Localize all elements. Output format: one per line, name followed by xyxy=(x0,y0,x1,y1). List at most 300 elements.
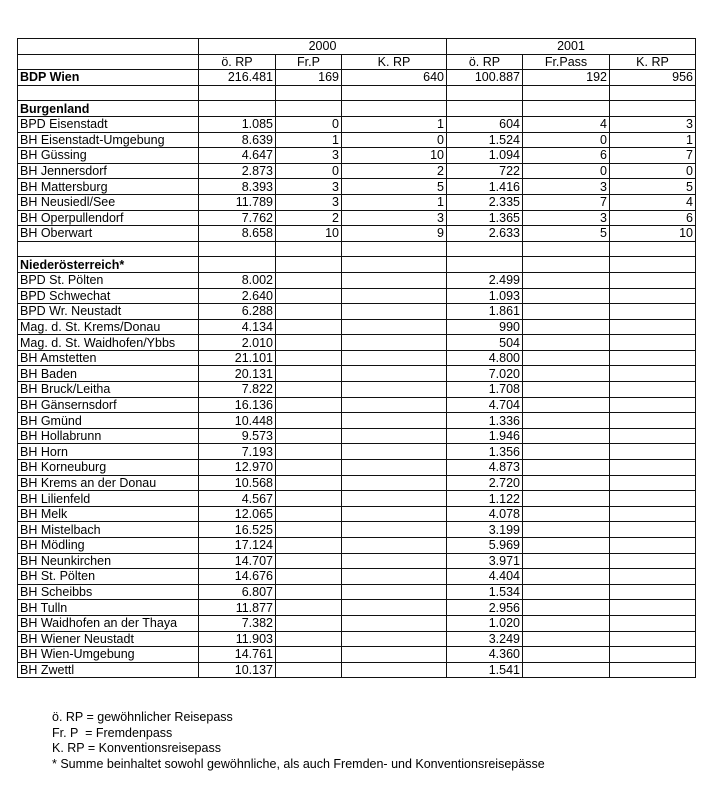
value-cell xyxy=(276,460,342,476)
row-label: BH Gmünd xyxy=(18,413,199,429)
value-cell xyxy=(342,615,447,631)
value-cell: 5 xyxy=(610,179,696,195)
column-header: ö. RP xyxy=(447,54,523,70)
value-cell xyxy=(276,304,342,320)
footnote-k-rp: K. RP = Konventionsreisepass xyxy=(52,741,221,756)
value-cell xyxy=(523,413,610,429)
value-cell xyxy=(276,631,342,647)
row-label: BH Mattersburg xyxy=(18,179,199,195)
value-cell: 2.956 xyxy=(447,600,523,616)
value-cell xyxy=(342,444,447,460)
value-cell: 216.481 xyxy=(199,70,276,86)
table-row xyxy=(18,413,696,429)
value-cell: 4.078 xyxy=(447,506,523,522)
value-cell xyxy=(342,85,447,101)
value-cell xyxy=(610,304,696,320)
table-row xyxy=(18,288,696,304)
footnote-fr-p: Fr. P = Fremdenpass xyxy=(52,725,173,740)
value-cell: 1.416 xyxy=(447,179,523,195)
row-label xyxy=(18,241,199,257)
row-label: BH Oberwart xyxy=(18,226,199,242)
table-row xyxy=(18,132,696,148)
label-header-cell xyxy=(18,54,199,70)
value-cell: 16.525 xyxy=(199,522,276,538)
value-cell: 1.020 xyxy=(447,615,523,631)
value-cell: 6 xyxy=(610,210,696,226)
value-cell: 16.136 xyxy=(199,397,276,413)
value-cell: 4.134 xyxy=(199,319,276,335)
value-cell xyxy=(342,101,447,117)
value-cell xyxy=(523,288,610,304)
value-cell: 7 xyxy=(610,148,696,164)
table-row xyxy=(18,662,696,678)
value-cell xyxy=(610,350,696,366)
row-label: Mag. d. St. Krems/Donau xyxy=(18,319,199,335)
value-cell: 5 xyxy=(342,179,447,195)
value-cell xyxy=(276,475,342,491)
section-header-row xyxy=(18,257,696,273)
value-cell xyxy=(276,428,342,444)
value-cell xyxy=(342,460,447,476)
value-cell xyxy=(276,350,342,366)
row-label: BDP Wien xyxy=(18,70,199,86)
value-cell xyxy=(523,615,610,631)
row-label: BH Melk xyxy=(18,506,199,522)
value-cell xyxy=(199,85,276,101)
year-header-2001: 2001 xyxy=(447,39,696,55)
value-cell: 1.541 xyxy=(447,662,523,678)
value-cell: 1.946 xyxy=(447,428,523,444)
table-row xyxy=(18,366,696,382)
value-cell xyxy=(523,647,610,663)
value-cell: 14.761 xyxy=(199,647,276,663)
value-cell xyxy=(276,569,342,585)
row-label: BH Jennersdorf xyxy=(18,163,199,179)
value-cell xyxy=(342,382,447,398)
row-label: BH Gänsernsdorf xyxy=(18,397,199,413)
value-cell: 11.789 xyxy=(199,194,276,210)
table-row xyxy=(18,319,696,335)
row-label: BPD Wr. Neustadt xyxy=(18,304,199,320)
value-cell xyxy=(610,444,696,460)
row-label: BH Scheibbs xyxy=(18,584,199,600)
value-cell xyxy=(447,101,523,117)
value-cell: 5 xyxy=(523,226,610,242)
value-cell: 1.365 xyxy=(447,210,523,226)
value-cell: 1.122 xyxy=(447,491,523,507)
value-cell xyxy=(523,101,610,117)
value-cell: 1.093 xyxy=(447,288,523,304)
table-row xyxy=(18,210,696,226)
value-cell xyxy=(342,553,447,569)
value-cell: 604 xyxy=(447,116,523,132)
value-cell xyxy=(523,569,610,585)
table-row xyxy=(18,304,696,320)
value-cell xyxy=(610,397,696,413)
value-cell: 3 xyxy=(276,194,342,210)
column-header-row xyxy=(18,54,696,70)
value-cell: 3 xyxy=(523,210,610,226)
value-cell xyxy=(523,304,610,320)
row-label: BH Eisenstadt-Umgebung xyxy=(18,132,199,148)
value-cell: 640 xyxy=(342,70,447,86)
footnotes xyxy=(52,710,545,772)
value-cell: 1 xyxy=(342,116,447,132)
spacer-row xyxy=(18,241,696,257)
value-cell: 14.707 xyxy=(199,553,276,569)
value-cell xyxy=(342,428,447,444)
value-cell xyxy=(523,85,610,101)
value-cell xyxy=(523,600,610,616)
value-cell: 990 xyxy=(447,319,523,335)
value-cell xyxy=(276,413,342,429)
table-row xyxy=(18,226,696,242)
value-cell xyxy=(342,647,447,663)
value-cell: 8.658 xyxy=(199,226,276,242)
value-cell xyxy=(610,506,696,522)
row-label: BH Waidhofen an der Thaya xyxy=(18,615,199,631)
value-cell: 7.762 xyxy=(199,210,276,226)
value-cell: 12.970 xyxy=(199,460,276,476)
value-cell xyxy=(342,241,447,257)
value-cell xyxy=(276,335,342,351)
value-cell: 10 xyxy=(276,226,342,242)
table-row xyxy=(18,335,696,351)
value-cell: 1.356 xyxy=(447,444,523,460)
table-row xyxy=(18,600,696,616)
table-row xyxy=(18,70,696,86)
value-cell xyxy=(610,85,696,101)
value-cell xyxy=(276,241,342,257)
value-cell: 3.971 xyxy=(447,553,523,569)
value-cell xyxy=(610,335,696,351)
row-label: BH St. Pölten xyxy=(18,569,199,585)
value-cell: 0 xyxy=(276,116,342,132)
row-label: BH Korneuburg xyxy=(18,460,199,476)
value-cell: 2.640 xyxy=(199,288,276,304)
value-cell: 3 xyxy=(276,148,342,164)
value-cell: 7.193 xyxy=(199,444,276,460)
value-cell xyxy=(342,319,447,335)
table-row xyxy=(18,615,696,631)
value-cell xyxy=(523,538,610,554)
value-cell xyxy=(523,257,610,273)
table-row xyxy=(18,163,696,179)
value-cell xyxy=(610,366,696,382)
footnote-asterisk: * Summe beinhaltet sowohl gewöhnliche, als auch Fremden- und Konventionsreisepässe xyxy=(52,756,545,771)
row-label: BH Wien-Umgebung xyxy=(18,647,199,663)
value-cell: 1.708 xyxy=(447,382,523,398)
value-cell xyxy=(342,304,447,320)
table-row xyxy=(18,194,696,210)
value-cell: 6.807 xyxy=(199,584,276,600)
value-cell: 4.704 xyxy=(447,397,523,413)
value-cell xyxy=(610,257,696,273)
row-label: BPD Eisenstadt xyxy=(18,116,199,132)
table-row xyxy=(18,350,696,366)
row-label: BH Horn xyxy=(18,444,199,460)
value-cell: 3 xyxy=(523,179,610,195)
value-cell xyxy=(342,631,447,647)
value-cell: 7.382 xyxy=(199,615,276,631)
row-label: BPD Schwechat xyxy=(18,288,199,304)
value-cell xyxy=(610,382,696,398)
value-cell: 2.873 xyxy=(199,163,276,179)
row-label xyxy=(18,85,199,101)
value-cell xyxy=(523,491,610,507)
row-label: BH Mistelbach xyxy=(18,522,199,538)
value-cell xyxy=(523,428,610,444)
column-header: K. RP xyxy=(342,54,447,70)
value-cell xyxy=(610,522,696,538)
corner-cell xyxy=(18,39,199,55)
value-cell xyxy=(610,491,696,507)
footnote-oe-rp: ö. RP = gewöhnlicher Reisepass xyxy=(52,710,233,724)
value-cell xyxy=(276,101,342,117)
value-cell xyxy=(276,647,342,663)
value-cell xyxy=(276,397,342,413)
row-label: BH Neusiedl/See xyxy=(18,194,199,210)
row-label: BH Güssing xyxy=(18,148,199,164)
value-cell xyxy=(447,257,523,273)
value-cell xyxy=(342,257,447,273)
value-cell xyxy=(199,241,276,257)
value-cell: 8.002 xyxy=(199,272,276,288)
value-cell xyxy=(342,397,447,413)
value-cell xyxy=(199,257,276,273)
value-cell: 1.085 xyxy=(199,116,276,132)
table-row xyxy=(18,491,696,507)
value-cell: 1.524 xyxy=(447,132,523,148)
value-cell: 1 xyxy=(342,194,447,210)
value-cell: 4.360 xyxy=(447,647,523,663)
value-cell xyxy=(523,397,610,413)
table-row xyxy=(18,382,696,398)
value-cell: 4.873 xyxy=(447,460,523,476)
value-cell: 0 xyxy=(610,163,696,179)
value-cell xyxy=(523,319,610,335)
value-cell xyxy=(342,491,447,507)
value-cell xyxy=(610,662,696,678)
value-cell xyxy=(610,319,696,335)
value-cell xyxy=(523,662,610,678)
row-label: BH Amstetten xyxy=(18,350,199,366)
value-cell xyxy=(342,272,447,288)
value-cell xyxy=(276,600,342,616)
value-cell xyxy=(447,241,523,257)
value-cell: 2 xyxy=(276,210,342,226)
table-row xyxy=(18,522,696,538)
value-cell xyxy=(276,538,342,554)
row-label: BH Wiener Neustadt xyxy=(18,631,199,647)
table-row xyxy=(18,148,696,164)
value-cell: 9 xyxy=(342,226,447,242)
value-cell xyxy=(342,662,447,678)
value-cell xyxy=(523,272,610,288)
value-cell xyxy=(276,382,342,398)
value-cell: 100.887 xyxy=(447,70,523,86)
value-cell: 3.199 xyxy=(447,522,523,538)
value-cell xyxy=(276,272,342,288)
value-cell: 6 xyxy=(523,148,610,164)
value-cell: 1.336 xyxy=(447,413,523,429)
value-cell xyxy=(276,506,342,522)
passport-statistics-table xyxy=(17,38,696,678)
value-cell xyxy=(523,460,610,476)
table-row xyxy=(18,647,696,663)
value-cell xyxy=(276,662,342,678)
value-cell: 1 xyxy=(610,132,696,148)
row-label: BH Zwettl xyxy=(18,662,199,678)
value-cell xyxy=(342,538,447,554)
value-cell xyxy=(523,444,610,460)
value-cell xyxy=(523,631,610,647)
row-label: Niederösterreich* xyxy=(18,257,199,273)
value-cell: 14.676 xyxy=(199,569,276,585)
value-cell: 5.969 xyxy=(447,538,523,554)
row-label: Burgenland xyxy=(18,101,199,117)
row-label: BH Lilienfeld xyxy=(18,491,199,507)
table-row xyxy=(18,506,696,522)
value-cell: 0 xyxy=(276,163,342,179)
value-cell: 4.800 xyxy=(447,350,523,366)
value-cell: 10 xyxy=(610,226,696,242)
value-cell xyxy=(610,615,696,631)
column-header: Fr.Pass xyxy=(523,54,610,70)
value-cell xyxy=(610,584,696,600)
value-cell: 169 xyxy=(276,70,342,86)
value-cell: 11.877 xyxy=(199,600,276,616)
value-cell: 1.094 xyxy=(447,148,523,164)
value-cell: 2.720 xyxy=(447,475,523,491)
table-row xyxy=(18,569,696,585)
value-cell: 9.573 xyxy=(199,428,276,444)
value-cell xyxy=(276,522,342,538)
table-row xyxy=(18,444,696,460)
table-body xyxy=(18,70,696,678)
value-cell xyxy=(523,335,610,351)
value-cell xyxy=(523,350,610,366)
table-row xyxy=(18,397,696,413)
value-cell xyxy=(276,366,342,382)
value-cell: 0 xyxy=(523,132,610,148)
value-cell: 4.404 xyxy=(447,569,523,585)
value-cell xyxy=(276,491,342,507)
value-cell: 21.101 xyxy=(199,350,276,366)
value-cell xyxy=(276,615,342,631)
value-cell xyxy=(342,584,447,600)
spacer-row xyxy=(18,85,696,101)
table-row xyxy=(18,272,696,288)
year-header-2000: 2000 xyxy=(199,39,447,55)
value-cell xyxy=(342,335,447,351)
section-header-row xyxy=(18,101,696,117)
value-cell xyxy=(342,350,447,366)
table-row xyxy=(18,179,696,195)
value-cell xyxy=(610,475,696,491)
value-cell xyxy=(276,257,342,273)
value-cell xyxy=(523,241,610,257)
value-cell xyxy=(342,506,447,522)
value-cell: 1 xyxy=(276,132,342,148)
value-cell: 4.647 xyxy=(199,148,276,164)
value-cell xyxy=(523,522,610,538)
value-cell xyxy=(342,413,447,429)
value-cell xyxy=(610,288,696,304)
value-cell xyxy=(523,382,610,398)
value-cell: 7.822 xyxy=(199,382,276,398)
value-cell xyxy=(610,428,696,444)
value-cell: 1.534 xyxy=(447,584,523,600)
row-label: BH Krems an der Donau xyxy=(18,475,199,491)
value-cell: 4.567 xyxy=(199,491,276,507)
value-cell: 2.010 xyxy=(199,335,276,351)
value-cell: 3 xyxy=(276,179,342,195)
value-cell xyxy=(610,241,696,257)
value-cell: 2.335 xyxy=(447,194,523,210)
value-cell xyxy=(523,584,610,600)
value-cell: 6.288 xyxy=(199,304,276,320)
value-cell: 10.568 xyxy=(199,475,276,491)
column-header: K. RP xyxy=(610,54,696,70)
value-cell: 10.448 xyxy=(199,413,276,429)
value-cell: 1.861 xyxy=(447,304,523,320)
value-cell: 3.249 xyxy=(447,631,523,647)
row-label: BH Neunkirchen xyxy=(18,553,199,569)
row-label: BH Operpullendorf xyxy=(18,210,199,226)
value-cell: 20.131 xyxy=(199,366,276,382)
table-row xyxy=(18,538,696,554)
value-cell xyxy=(276,444,342,460)
value-cell: 12.065 xyxy=(199,506,276,522)
value-cell: 8.639 xyxy=(199,132,276,148)
value-cell xyxy=(342,366,447,382)
value-cell: 0 xyxy=(523,163,610,179)
value-cell xyxy=(610,647,696,663)
table-row xyxy=(18,584,696,600)
value-cell: 3 xyxy=(342,210,447,226)
table-row xyxy=(18,631,696,647)
value-cell xyxy=(610,538,696,554)
value-cell: 192 xyxy=(523,70,610,86)
value-cell xyxy=(610,413,696,429)
column-header: ö. RP xyxy=(199,54,276,70)
value-cell xyxy=(276,584,342,600)
table-row xyxy=(18,475,696,491)
value-cell xyxy=(447,85,523,101)
value-cell: 3 xyxy=(610,116,696,132)
value-cell xyxy=(199,101,276,117)
value-cell: 956 xyxy=(610,70,696,86)
value-cell xyxy=(610,272,696,288)
value-cell: 722 xyxy=(447,163,523,179)
value-cell xyxy=(276,553,342,569)
table-row xyxy=(18,428,696,444)
column-header: Fr.P xyxy=(276,54,342,70)
value-cell: 10 xyxy=(342,148,447,164)
value-cell xyxy=(610,631,696,647)
table-row xyxy=(18,116,696,132)
value-cell: 4 xyxy=(523,116,610,132)
value-cell xyxy=(610,460,696,476)
value-cell: 8.393 xyxy=(199,179,276,195)
value-cell xyxy=(523,475,610,491)
value-cell xyxy=(342,288,447,304)
value-cell: 2.499 xyxy=(447,272,523,288)
value-cell: 11.903 xyxy=(199,631,276,647)
table-row xyxy=(18,460,696,476)
row-label: BH Hollabrunn xyxy=(18,428,199,444)
